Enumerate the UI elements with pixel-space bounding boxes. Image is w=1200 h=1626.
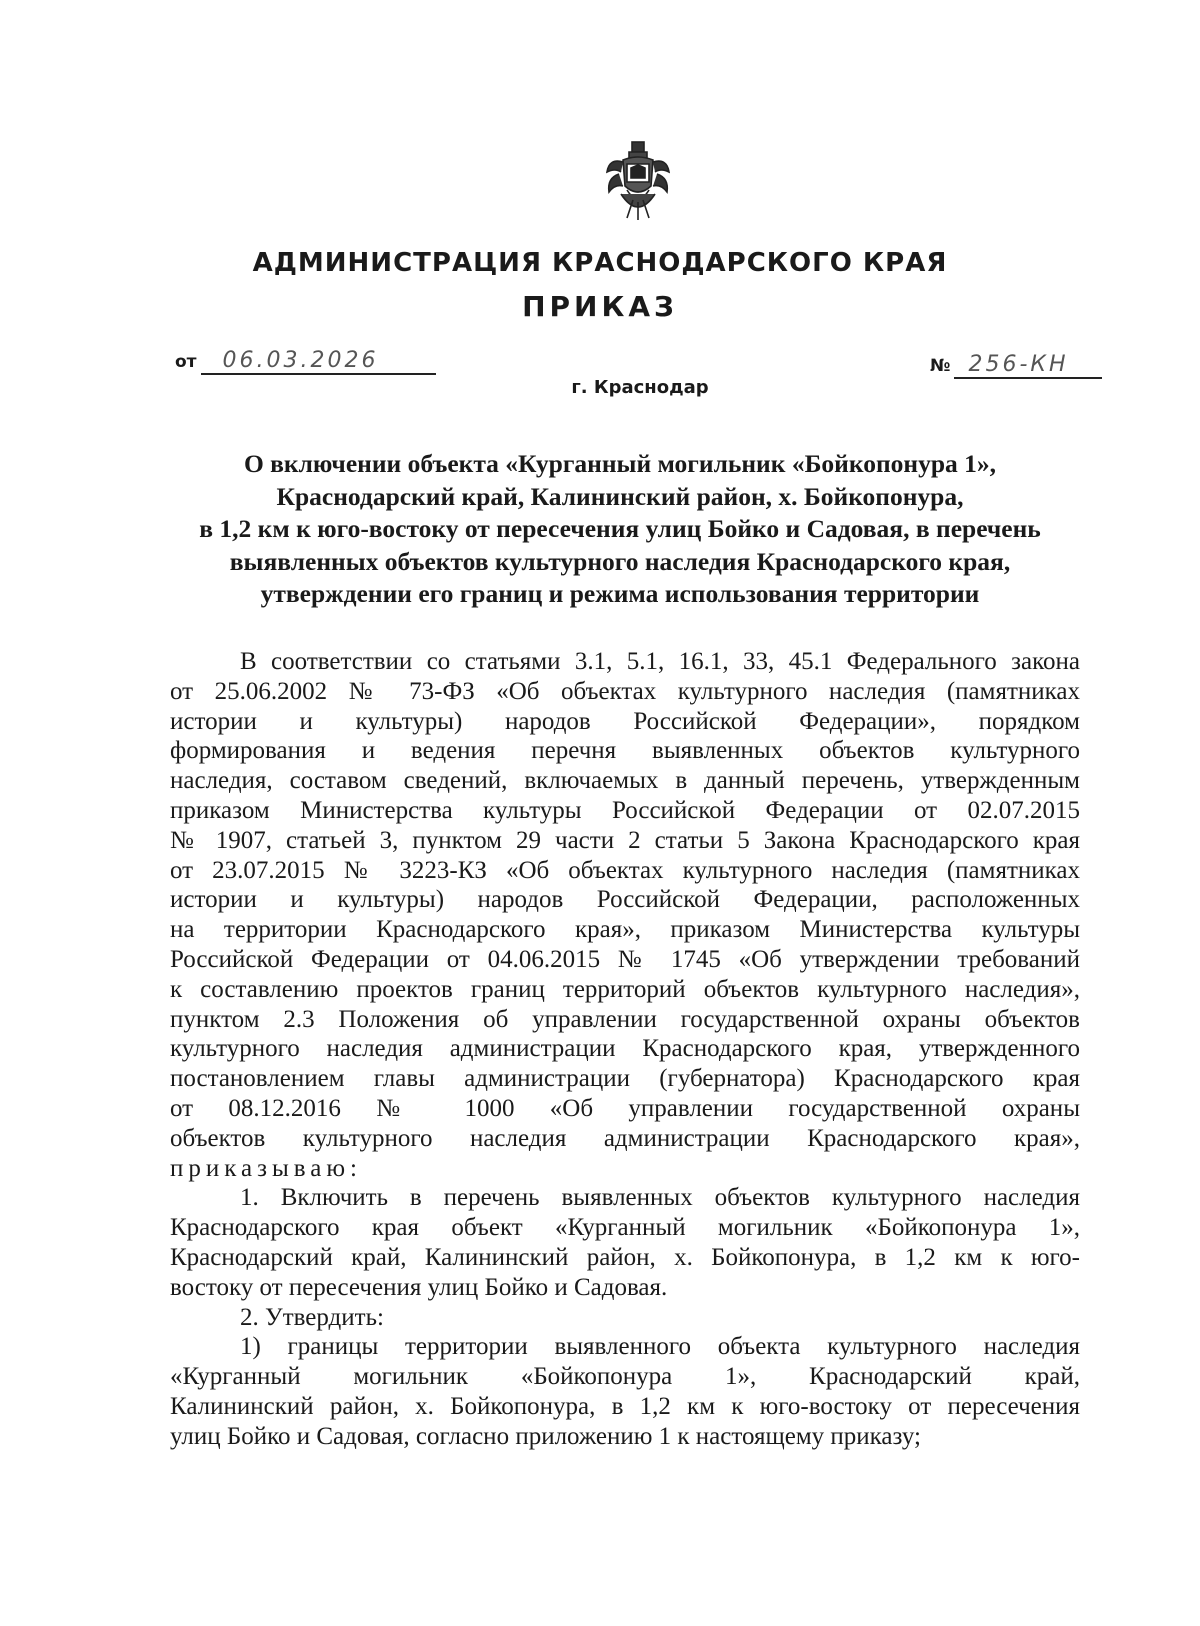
- text-line: от 23.07.2015 № 3223-КЗ «Об объектах культурного наследия (памятниках: [170, 856, 1080, 884]
- text-line: от 25.06.2002 № 73-ФЗ «Об объектах культурного наследия (памятниках: [170, 677, 1080, 705]
- text-line: к составлению проектов границ территорий объектов культурного наследия»,: [170, 975, 1080, 1003]
- text-line: востоку от пересечения улиц Бойко и Садовая.: [170, 1273, 668, 1301]
- text-line: от 08.12.2016 № 1000 «Об управлении государственной охраны: [170, 1094, 1080, 1122]
- text-line: пунктом 2.3 Положения об управлении государственной охраны объектов: [170, 1005, 1080, 1033]
- heading-line: О включении объекта «Курганный могильник «Бойкопонура 1»,: [243, 449, 997, 478]
- item-1-paragraph: [170, 1183, 1080, 1302]
- text-line: улиц Бойко и Садовая, согласно приложению 1 к настоящему приказу;: [170, 1422, 921, 1450]
- text-line: 1) границы территории выявленного объекта культурного наследия: [240, 1333, 1080, 1361]
- text-line: Краснодарский край, Калининский район, х. Бойкопонура, в 1,2 км к юго-: [170, 1243, 1080, 1271]
- text-line: 2. Утвердить:: [240, 1303, 384, 1331]
- text-line: объектов культурного наследия администрации Краснодарского края»,: [170, 1124, 1080, 1152]
- text-line: формирования и ведения перечня выявленных объектов культурного: [170, 737, 1080, 765]
- text-line: Калининский район, х. Бойкопонура, в 1,2 км к юго-востоку от пересечения: [170, 1392, 1080, 1420]
- text-line: постановлением главы администрации (губернатора) Краснодарского края: [170, 1065, 1080, 1093]
- text-line: Российской Федерации от 04.06.2015 № 1745 «Об утверждении требований: [170, 945, 1080, 973]
- date-label: от: [175, 352, 197, 372]
- text-line: приказом Министерства культуры Российской Федерации от 02.07.2015: [170, 796, 1080, 824]
- order-word: приказываю:: [170, 1154, 362, 1182]
- heading-line: в 1,2 км к юго-востоку от пересечения улиц Бойко и Садовая, в перечень: [199, 514, 1041, 543]
- organization-title: АДМИНИСТРАЦИЯ КРАСНОДАРСКОГО КРАЯ: [252, 248, 948, 278]
- document-heading: [130, 448, 1110, 611]
- heading-line: Краснодарский край, Калининский район, х. Бойкопонура,: [276, 481, 964, 511]
- number-label: №: [930, 356, 951, 376]
- text-line: 1. Включить в перечень выявленных объектов культурного наследия: [240, 1184, 1080, 1212]
- heading-line: утверждении его границ и режима использования территории: [260, 579, 980, 608]
- preamble-paragraph: [170, 647, 1080, 1183]
- city-line: г. Краснодар: [571, 377, 709, 398]
- document-type: ПРИКАЗ: [522, 290, 678, 323]
- text-line: на территории Краснодарского края», приказом Министерства культуры: [170, 916, 1080, 944]
- heading-line: выявленных объектов культурного наследия Краснодарского края,: [229, 546, 1011, 576]
- text-line: культурного наследия администрации Краснодарского края, утвержденного: [170, 1035, 1080, 1063]
- subitem-1-paragraph: [170, 1332, 1080, 1451]
- number-value: 256-КН: [954, 352, 1102, 379]
- text-line: наследия, составом сведений, включаемых в данный перечень, утвержденным: [170, 767, 1080, 795]
- text-line: «Курганный могильник «Бойкопонура 1», Краснодарский край,: [170, 1363, 1080, 1391]
- text-line: № 1907, статьей 3, пунктом 29 части 2 статьи 5 Закона Краснодарского края: [170, 826, 1080, 854]
- date-field: [175, 348, 436, 380]
- text-line: Краснодарского края объект «Курганный могильник «Бойкопонура 1»,: [170, 1214, 1080, 1242]
- document-body: [170, 647, 1080, 1452]
- date-value: 06.03.2026: [201, 348, 436, 375]
- text-line: истории и культуры) народов Российской Федерации», порядком: [170, 707, 1080, 735]
- coat-of-arms-icon: [605, 138, 671, 222]
- text-line: истории и культуры) народов Российской Федерации, расположенных: [170, 886, 1080, 914]
- text-line: В соответствии со статьями 3.1, 5.1, 16.1, 33, 45.1 Федерального закона: [240, 648, 1080, 675]
- item-2-paragraph: [170, 1303, 1080, 1333]
